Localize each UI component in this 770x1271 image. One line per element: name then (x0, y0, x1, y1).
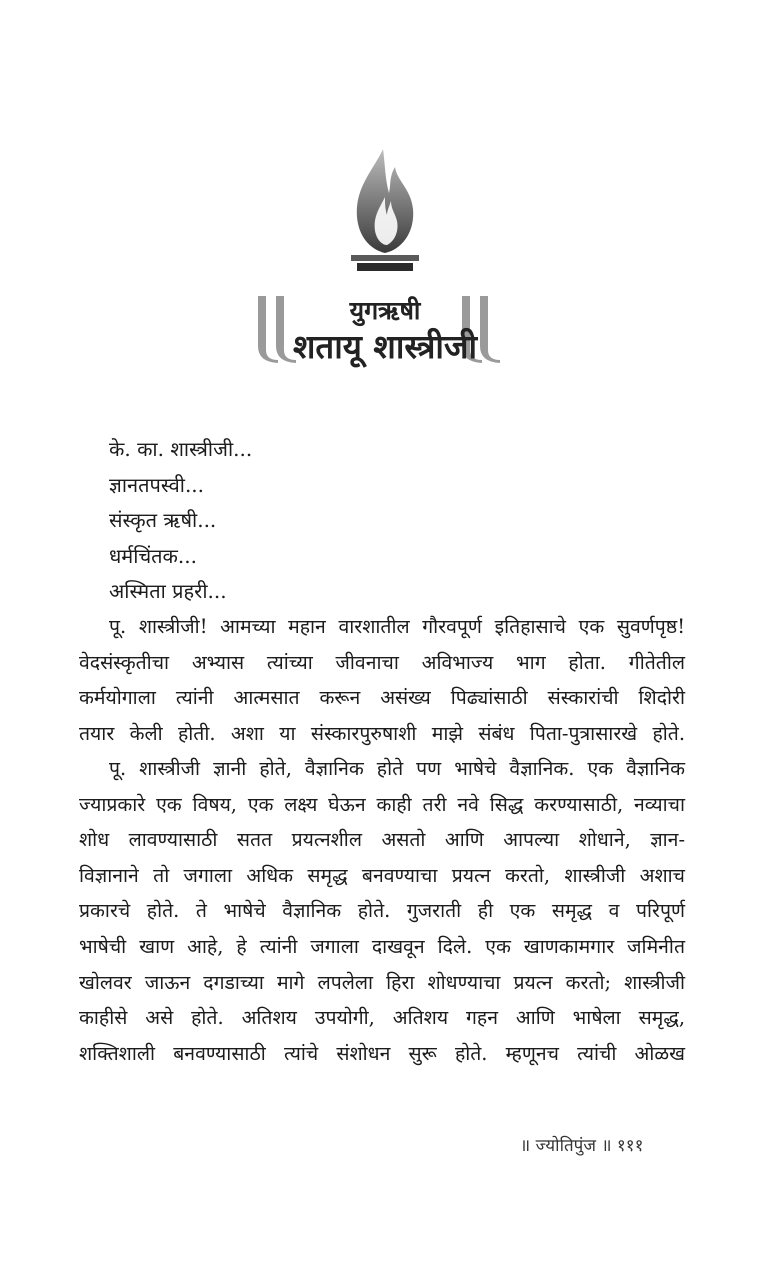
flame-icon (345, 145, 425, 277)
epithet-item: ज्ञानतपस्वी... (109, 472, 205, 497)
text-line: शक्तिशाली बनवण्यासाठी त्यांचे संशोधन सुरू होते. म्हणूनच त्यांची ओळख (79, 1041, 685, 1065)
paragraph-2 (79, 751, 685, 1071)
page-footer: ॥ ज्योतिपुंज ॥ १११ (520, 1136, 644, 1156)
chapter-subtitle: युगऋषी (349, 296, 421, 325)
text-line: काहीसे असे होते. अतिशय उपयोगी, अतिशय गहन आणि भाषेला समृद्ध, (79, 1006, 685, 1030)
text-line: विज्ञानाने तो जगाला अधिक समृद्ध बनवण्याचा प्रयत्न करतो, शास्त्रीजी अशाच (79, 863, 685, 887)
text-line: शोध लावण्यासाठी सतत प्रयत्नशील असतो आणि आपल्या शोधाने, ज्ञान- (79, 828, 685, 852)
text-line: वेदसंस्कृतीचा अभ्यास त्यांच्या जीवनाचा अविभाज्य भाग होता. गीतेतील (79, 650, 685, 674)
text-line: प्रकारचे होते. ते भाषेचे वैज्ञानिक होते. गुजराती ही एक समृद्ध व परिपूर्ण (79, 899, 685, 923)
text-line: पू. शास्त्रीजी ज्ञानी होते, वैज्ञानिक होते पण भाषेचे वैज्ञानिक. एक वैज्ञानिक (109, 757, 685, 780)
text-line: खोलवर जाऊन दगडाच्या मागे लपलेला हिरा शोधण्याचा प्रयत्न करतो; शास्त्रीजी (79, 970, 685, 994)
chapter-title: शतायू शास्त्रीजी (292, 327, 478, 366)
text-line: कर्मयोगाला त्यांनी आत्मसात करून असंख्य पिढ्यांसाठी संस्कारांची शिदोरी (79, 686, 685, 710)
epithet-item: धर्मचिंतक... (109, 543, 197, 568)
text-line: तयार केली होती. अशा या संस्कारपुरुषाशी माझे संबंध पिता-पुत्रासारखे होते. (79, 721, 685, 745)
epithet-item: अस्मिता प्रहरी... (109, 579, 227, 603)
epithet-list (109, 432, 252, 610)
epithet-item: संस्कृत ऋषी... (109, 508, 217, 532)
epithet-item: के. का. शास्त्रीजी... (109, 437, 253, 461)
text-line: ज्याप्रकारे एक विषय, एक लक्ष्य घेऊन काही तरी नवे सिद्ध करण्यासाठी, नव्याचा (79, 792, 685, 816)
text-line: भाषेची खाण आहे, हे त्यांनी जगाला दाखवून दिले. एक खाणकामगार जमिनीत (79, 934, 685, 958)
paragraph-1 (79, 609, 685, 751)
text-line: पू. शास्त्रीजी! आमच्या महान वारशातील गौरवपूर्ण इतिहासाचे एक सुवर्णपृष्ठ! (109, 615, 685, 638)
